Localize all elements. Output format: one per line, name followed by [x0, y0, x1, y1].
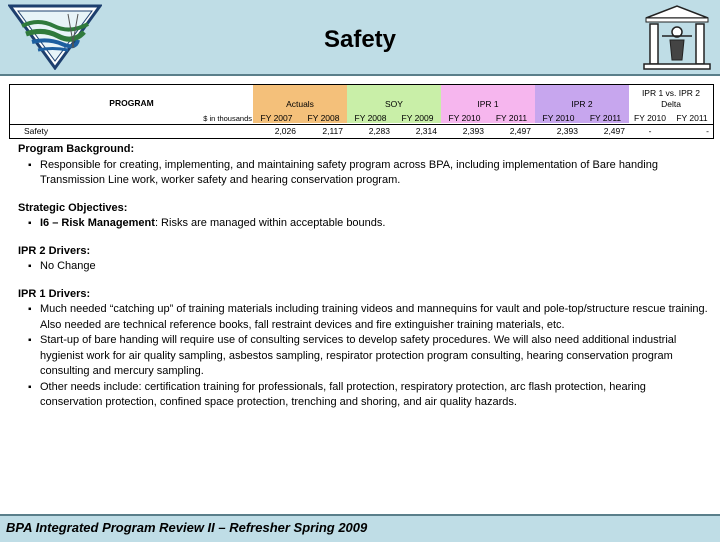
- section-title: IPR 1 Drivers:: [18, 287, 91, 300]
- table-cell: 2,497: [603, 126, 625, 136]
- year-header: FY 2008: [300, 113, 347, 123]
- bullet-list: [18, 259, 708, 275]
- actuals-header: Actuals: [253, 85, 347, 113]
- ipr2-header: IPR 2: [535, 85, 629, 113]
- year-header: FY 2011: [582, 113, 629, 123]
- table-divider: [10, 124, 713, 125]
- page-title: Safety: [323, 26, 397, 53]
- objective-text: : Risks are managed within acceptable bounds.: [154, 217, 386, 229]
- program-background-section: [18, 142, 708, 189]
- table-cell: -: [706, 126, 709, 136]
- section-title: IPR 2 Drivers:: [18, 244, 91, 257]
- table-cell: 2,497: [509, 126, 531, 136]
- slide-content: [18, 142, 708, 423]
- year-header: FY 2009: [394, 113, 441, 123]
- scales-of-justice-icon: [640, 2, 714, 72]
- slide-footer: [0, 514, 720, 542]
- section-title: Program Background:: [18, 143, 135, 155]
- delta-header-line1: IPR 1 vs. IPR 2: [629, 88, 713, 98]
- table-cell: 2,393: [556, 126, 578, 136]
- list-item: ▪ Other needs include: certification training for professionals, fall protection, respiratory protection, arc flash protection, hearing conservation protection, confined space protection, trenching and shoring, and air quality hazards.: [18, 380, 708, 411]
- year-header: FY 2010: [441, 113, 488, 123]
- table-cell: 2,026: [274, 126, 296, 136]
- table-cell: 2,283: [368, 126, 390, 136]
- row-label: Safety: [24, 126, 49, 136]
- year-header: FY 2011: [488, 113, 535, 123]
- footer-text: BPA Integrated Program Review II – Refresher Spring 2009: [6, 520, 368, 535]
- table-cell: 2,314: [415, 126, 437, 136]
- list-item: ▪ Responsible for creating, implementing, and maintaining safety program across BPA, including implementation of Bare handing Transmission Line work, worker safety and hearing conservation program.: [18, 158, 708, 189]
- table-cell: 2,117: [322, 126, 343, 136]
- year-header: FY 2007: [253, 113, 300, 123]
- bullet-list: [18, 216, 708, 232]
- objective-name: I6 – Risk Management: [40, 217, 155, 229]
- strategic-objectives-section: [18, 201, 708, 232]
- year-header: FY 2008: [347, 113, 394, 123]
- section-title: Strategic Objectives:: [18, 201, 128, 214]
- bullet-list: [18, 158, 708, 189]
- year-header: FY 2010: [535, 113, 582, 123]
- list-item: [18, 216, 708, 232]
- ipr2-drivers-section: [18, 244, 708, 275]
- ipr1-header: IPR 1: [441, 85, 535, 113]
- year-header: FY 2010: [629, 113, 671, 123]
- budget-table: [9, 84, 714, 139]
- delta-header-line2: Delta: [629, 99, 713, 109]
- list-item: ▪ Much needed “catching up” of training materials including training videos and mannequins for vault and pole-top/structure rescue training. Also needed are technical reference books, fall restraint devices and fire extinguisher training materials, etc.: [18, 302, 708, 333]
- soy-header: SOY: [347, 85, 441, 113]
- slide-header: [0, 0, 720, 76]
- table-cell: 2,393: [462, 126, 484, 136]
- bullet-list: [18, 302, 708, 411]
- table-cell: -: [648, 126, 652, 136]
- program-header: PROGRAM: [109, 98, 154, 108]
- list-item: ▪ Start-up of bare handing will require use of consulting services to develop safety procedures. We will also need additional industrial hygienist work for air quality sampling, asbestos sampling, respirator protection program consulting, hearing conservation program consulting and mercury sampling.: [18, 333, 708, 380]
- units-label: $ in thousands: [203, 114, 252, 123]
- list-item: ▪ No Change: [18, 259, 708, 275]
- ipr1-drivers-section: [18, 287, 708, 411]
- year-header: FY 2011: [671, 113, 713, 123]
